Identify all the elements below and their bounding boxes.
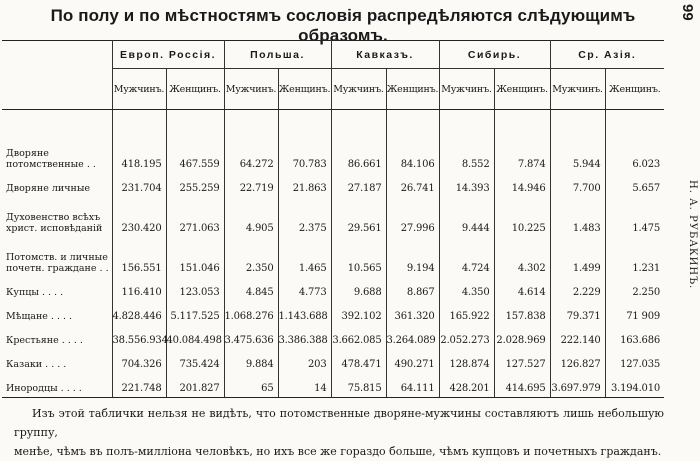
value-cell: 2.028.969 (494, 325, 550, 349)
value-cell: 428.201 (439, 373, 494, 397)
row-label: Духовенство всѣхъ христ. исповѣданій (6, 212, 103, 234)
value-cell: 75.815 (331, 373, 386, 397)
corner-cell (2, 41, 112, 69)
value-cell: 65 (224, 373, 278, 397)
value-cell: 9.688 (331, 277, 386, 301)
value-cell: 2.052.273 (439, 325, 494, 349)
value-cell: 478.471 (331, 349, 386, 373)
row-label: Дворяне личные (6, 183, 91, 194)
page-title: По полу и по мѣстностямъ сословія распредѣляются слѣдующимъ образомъ. (50, 6, 636, 45)
value-cell: 271.063 (166, 197, 224, 237)
value-cell: 3.662.085 (331, 325, 386, 349)
value-cell: 704.326 (112, 349, 166, 373)
value-cell: 2.350 (224, 237, 278, 277)
value-cell: 414.695 (494, 373, 550, 397)
value-cell: 222.140 (550, 325, 605, 349)
table-row (2, 237, 664, 277)
value-cell: 8.552 (439, 133, 494, 173)
value-cell: 8.867 (386, 277, 439, 301)
table-row (2, 173, 664, 197)
female-header: Женщинъ. (494, 69, 550, 110)
footnote-line: менѣе, чѣмъ въ полъ-милліона человѣкъ, но ихъ все же гораздо больше, чѣмъ купцовъ и почетныхъ гражданъ. (14, 445, 662, 458)
value-cell: 221.748 (112, 373, 166, 397)
value-cell: 4.724 (439, 237, 494, 277)
value-cell: 27.187 (331, 173, 386, 197)
value-cell: 418.195 (112, 133, 166, 173)
value-cell: 3.697.979 (550, 373, 605, 397)
value-cell: 1.499 (550, 237, 605, 277)
value-cell: 84.106 (386, 133, 439, 173)
table-row (2, 325, 664, 349)
value-cell: 126.827 (550, 349, 605, 373)
value-cell: 79.371 (550, 301, 605, 325)
spacer-row (2, 110, 664, 134)
value-cell: 127.527 (494, 349, 550, 373)
page-number: 99 (679, 4, 696, 21)
sex-header-row (2, 69, 664, 110)
value-cell: 6.023 (605, 133, 664, 173)
region-header: Сибирь. (439, 41, 550, 69)
value-cell: 123.053 (166, 277, 224, 301)
corner-cell (2, 69, 112, 110)
value-cell: 26.741 (386, 173, 439, 197)
value-cell: 3.475.636 (224, 325, 278, 349)
value-cell: 361.320 (386, 301, 439, 325)
male-header: Мужчинъ. (112, 69, 166, 110)
value-cell: 4.350 (439, 277, 494, 301)
region-header: Европ. Россія. (112, 41, 224, 69)
value-cell: 1.483 (550, 197, 605, 237)
value-cell: 467.559 (166, 133, 224, 173)
value-cell: 1.475 (605, 197, 664, 237)
table-row (2, 133, 664, 173)
value-cell: 21.863 (278, 173, 331, 197)
value-cell: 163.686 (605, 325, 664, 349)
value-cell: 10.225 (494, 197, 550, 237)
table-row (2, 349, 664, 373)
footnote-paragraph (14, 404, 664, 461)
value-cell: 3.194.010 (605, 373, 664, 397)
value-cell: 735.424 (166, 349, 224, 373)
value-cell: 4.845 (224, 277, 278, 301)
row-label: Мѣщане . . . . (6, 311, 73, 322)
female-header: Женщинъ. (166, 69, 224, 110)
value-cell: 2.375 (278, 197, 331, 237)
value-cell: 490.271 (386, 349, 439, 373)
row-label: Казаки . . . . (6, 359, 67, 370)
value-cell: 165.922 (439, 301, 494, 325)
region-header: Польша. (224, 41, 331, 69)
value-cell: 4.905 (224, 197, 278, 237)
value-cell: 4.302 (494, 237, 550, 277)
region-header: Ср. Азія. (550, 41, 664, 69)
region-header: Кавказъ. (331, 41, 439, 69)
value-cell: 1.465 (278, 237, 331, 277)
female-header: Женщинъ. (386, 69, 439, 110)
table-row (2, 301, 664, 325)
value-cell: 1.143.688 (278, 301, 331, 325)
value-cell: 86.661 (331, 133, 386, 173)
value-cell: 392.102 (331, 301, 386, 325)
value-cell: 64.272 (224, 133, 278, 173)
value-cell: 9.444 (439, 197, 494, 237)
value-cell: 4.773 (278, 277, 331, 301)
value-cell: 14.393 (439, 173, 494, 197)
value-cell: 157.838 (494, 301, 550, 325)
value-cell: 27.996 (386, 197, 439, 237)
value-cell: 156.551 (112, 237, 166, 277)
value-cell: 71 909 (605, 301, 664, 325)
table-body (2, 110, 664, 398)
value-cell: 3.264.089 (386, 325, 439, 349)
value-cell: 3.386.388 (278, 325, 331, 349)
female-header: Женщинъ. (605, 69, 664, 110)
row-label: Дворяне потомственные . . (6, 148, 96, 170)
value-cell: 7.700 (550, 173, 605, 197)
male-header: Мужчинъ. (439, 69, 494, 110)
row-label: Купцы . . . . (6, 287, 64, 298)
row-label: Инородцы . . . . (2, 373, 112, 397)
value-cell: 128.874 (439, 349, 494, 373)
female-header: Женщинъ. (278, 69, 331, 110)
value-cell: 2.250 (605, 277, 664, 301)
value-cell: 201.827 (166, 373, 224, 397)
row-label: Крестьяне . . . . (6, 335, 83, 346)
male-header: Мужчинъ. (331, 69, 386, 110)
value-cell: 29.561 (331, 197, 386, 237)
value-cell: 5.117.525 (166, 301, 224, 325)
footnote-line: Изъ этой таблички нельзя не видѣть, что потомственные дворяне-мужчины составляютъ лишь небольшую группу, (14, 407, 664, 439)
table-row (2, 373, 664, 397)
region-header-row (2, 41, 664, 69)
value-cell: 9.194 (386, 237, 439, 277)
value-cell: 64.111 (386, 373, 439, 397)
value-cell: 1.231 (605, 237, 664, 277)
value-cell: 116.410 (112, 277, 166, 301)
value-cell: 70.783 (278, 133, 331, 173)
value-cell: 5.944 (550, 133, 605, 173)
value-cell: 9.884 (224, 349, 278, 373)
value-cell: 1.068.276 (224, 301, 278, 325)
value-cell: 38.556.934 (112, 325, 166, 349)
table-row (2, 277, 664, 301)
value-cell: 2.229 (550, 277, 605, 301)
value-cell: 22.719 (224, 173, 278, 197)
male-header: Мужчинъ. (224, 69, 278, 110)
value-cell: 230.420 (112, 197, 166, 237)
estates-table (2, 40, 664, 398)
running-head-author: Н. А. РУБАКИНЪ. (687, 180, 698, 290)
value-cell: 231.704 (112, 173, 166, 197)
table-row (2, 197, 664, 237)
value-cell: 255.259 (166, 173, 224, 197)
value-cell: 14.946 (494, 173, 550, 197)
value-cell: 5.657 (605, 173, 664, 197)
row-label: Потомств. и личные почетн. граждане . . (6, 252, 109, 274)
value-cell: 4.828.446 (112, 301, 166, 325)
value-cell: 127.035 (605, 349, 664, 373)
value-cell: 151.046 (166, 237, 224, 277)
value-cell: 7.874 (494, 133, 550, 173)
value-cell: 40.084.498 (166, 325, 224, 349)
value-cell: 203 (278, 349, 331, 373)
value-cell: 10.565 (331, 237, 386, 277)
value-cell: 14 (278, 373, 331, 397)
male-header: Мужчинъ. (550, 69, 605, 110)
value-cell: 4.614 (494, 277, 550, 301)
